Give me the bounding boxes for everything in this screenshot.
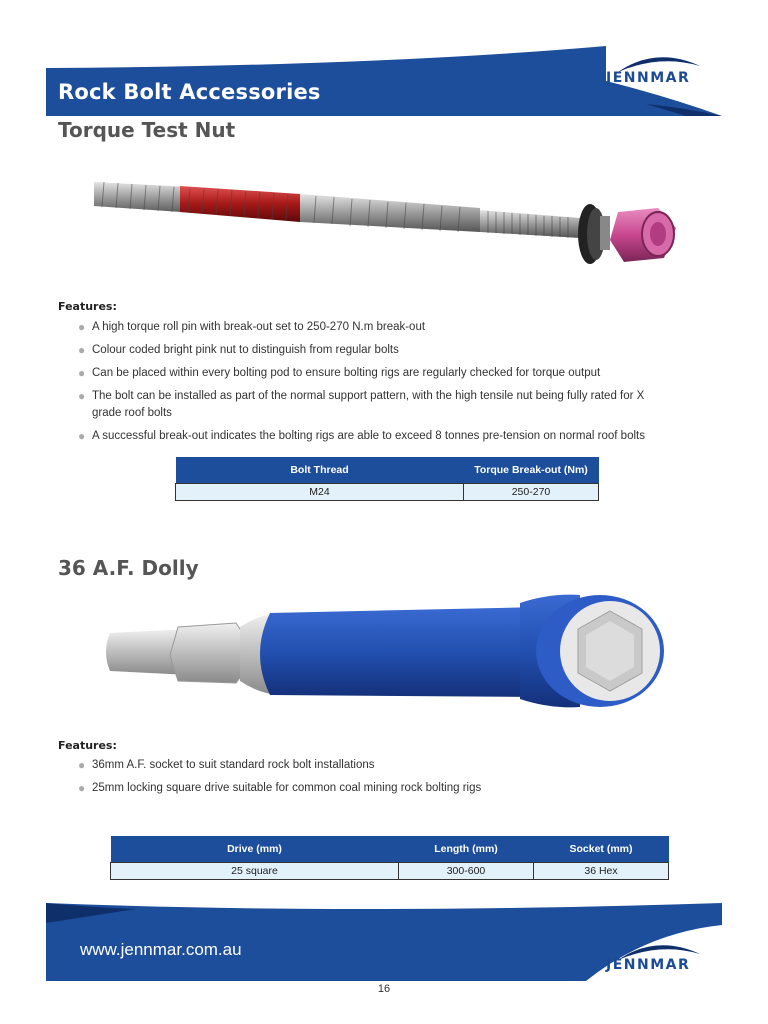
features-list [78, 319, 662, 451]
table-cell: 25 square [111, 863, 399, 880]
list-item: ● 25mm locking square drive suitable for common coal mining rock bolting rigs [78, 781, 482, 795]
features-label: Features: [58, 739, 117, 752]
footer-logo-text: JENNMAR [606, 957, 691, 973]
list-item: ● A successful break-out indicates the bolting rigs are able to exceed 8 tonnes pre-tension on normal roof bolts [78, 429, 645, 443]
bullet-icon: ● [78, 781, 86, 795]
table-header-row [111, 836, 669, 863]
table-header-cell: Bolt Thread [176, 457, 464, 484]
bullet-icon: ● [78, 429, 86, 443]
list-item: ● A high torque roll pin with break-out set to 250-270 N.m break-out [78, 320, 426, 334]
list-item: ● 36mm A.F. socket to suit standard rock bolt installations [78, 758, 375, 772]
table-header-cell: Length (mm) [399, 836, 534, 863]
table-cell: M24 [176, 484, 464, 501]
features-list [78, 757, 662, 803]
section-title-dolly: 36 A.F. Dolly [58, 556, 199, 580]
table-row [176, 484, 599, 501]
list-item: ● The bolt can be installed as part of the normal support pattern, with the high tensile nut being fully rated for X grade roof bolts [78, 389, 645, 419]
torque-test-nut-image [90, 170, 680, 290]
bullet-icon: ● [78, 366, 86, 380]
bullet-icon: ● [78, 389, 86, 403]
dolly-spec-table [110, 836, 669, 880]
website-link[interactable]: www.jennmar.com.au [80, 940, 242, 959]
table-header-cell: Torque Break-out (Nm) [464, 457, 599, 484]
page-title: Rock Bolt Accessories [58, 80, 321, 104]
table-cell: 36 Hex [534, 863, 669, 880]
bullet-icon: ● [78, 343, 86, 357]
table-row [111, 863, 669, 880]
table-header-cell: Drive (mm) [111, 836, 399, 863]
list-item: ● Can be placed within every bolting pod to ensure bolting rigs are regularly checked for torque output [78, 366, 601, 380]
table-header-row [176, 457, 599, 484]
list-item: ● Colour coded bright pink nut to distinguish from regular bolts [78, 343, 399, 357]
features-label: Features: [58, 300, 117, 313]
bolt-spec-table [175, 457, 599, 501]
bullet-icon: ● [78, 758, 86, 772]
dolly-image [100, 585, 680, 715]
table-cell: 300-600 [399, 863, 534, 880]
header-logo-text: JENNMAR [606, 70, 691, 86]
section-title-torque-test-nut: Torque Test Nut [58, 118, 236, 142]
table-cell: 250-270 [464, 484, 599, 501]
page-number: 16 [377, 983, 391, 995]
table-header-cell: Socket (mm) [534, 836, 669, 863]
bullet-icon: ● [78, 320, 86, 334]
